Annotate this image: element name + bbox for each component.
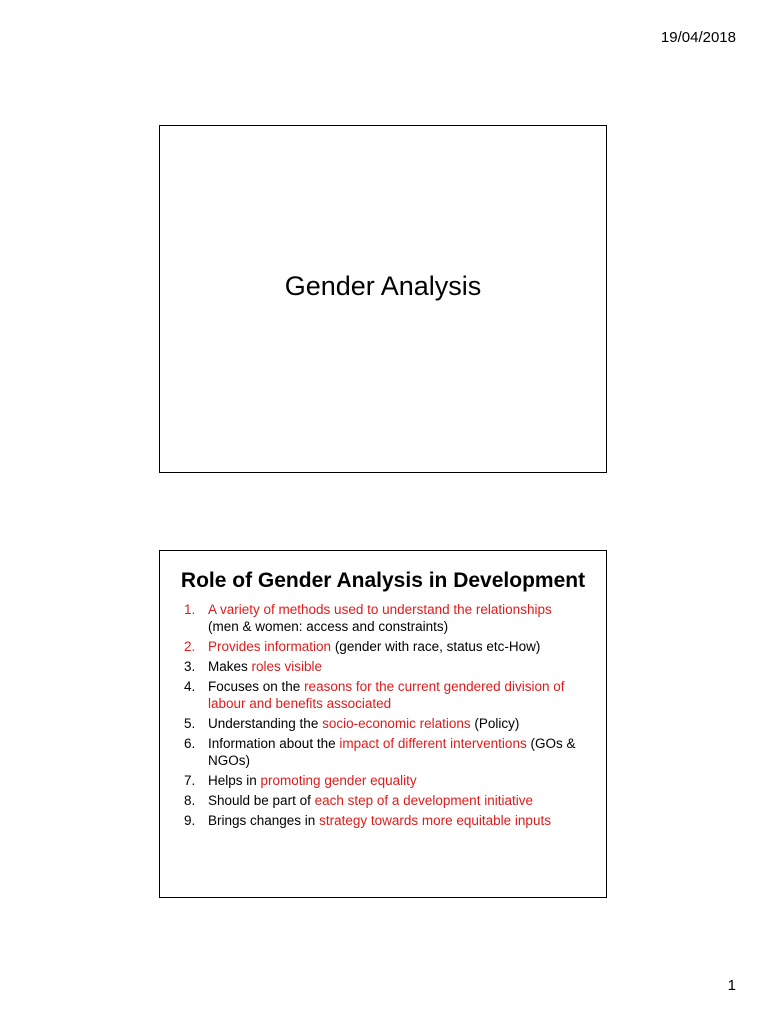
item-number: 5. <box>184 716 196 731</box>
item-number: 4. <box>184 679 196 694</box>
item-number: 8. <box>184 793 196 808</box>
item-number: 7. <box>184 773 196 788</box>
item-number: 2. <box>184 639 196 654</box>
item-number: 9. <box>184 813 196 828</box>
item-text <box>208 658 586 675</box>
slide-title: Role of Gender Analysis in Development <box>180 569 586 592</box>
highlighted-text: promoting gender equality <box>260 773 417 788</box>
slide-1 <box>159 125 607 473</box>
plain-text: (gender with race, status etc-How) <box>331 639 541 654</box>
list-item <box>184 638 586 655</box>
highlighted-text: roles visible <box>251 659 323 674</box>
plain-text: Makes <box>208 659 252 674</box>
plain-text: Information about the <box>208 736 340 751</box>
item-text <box>208 735 586 769</box>
plain-text: (Policy) <box>470 716 520 731</box>
highlighted-text: reasons for the current gendered division of labour and benefits associated <box>208 679 565 711</box>
plain-text: Brings changes in <box>208 813 320 828</box>
highlighted-text: A variety of methods used to understand the relationships <box>208 602 552 617</box>
highlighted-text: strategy towards more equitable inputs <box>319 813 551 828</box>
list-item <box>184 678 586 712</box>
plain-text: Focuses on the <box>208 679 305 694</box>
highlighted-text: each step of a development initiative <box>314 793 533 808</box>
item-text <box>208 812 586 829</box>
highlighted-text: impact of different interventions <box>339 736 527 751</box>
plain-text: Should be part of <box>208 793 315 808</box>
slide-2 <box>159 550 607 898</box>
item-number: 1. <box>184 602 196 617</box>
page-date: 19/04/2018 <box>660 29 736 46</box>
highlighted-text: Provides information <box>208 639 332 654</box>
item-number: 3. <box>184 659 196 674</box>
plain-text: Understanding the <box>208 716 323 731</box>
item-text <box>208 715 586 732</box>
slide-title: Gender Analysis <box>284 271 482 301</box>
plain-text: (GOs & NGOs) <box>208 736 576 768</box>
points-list <box>160 601 606 829</box>
list-item <box>184 715 586 732</box>
list-item <box>184 658 586 675</box>
item-text <box>208 638 586 655</box>
list-item <box>184 792 586 809</box>
plain-text: (men & women: access and constraints) <box>208 619 449 634</box>
item-text <box>208 678 586 712</box>
highlighted-text: socio-economic relations <box>322 716 471 731</box>
item-text <box>208 601 586 635</box>
list-item <box>184 601 586 635</box>
item-text <box>208 772 586 789</box>
item-number: 6. <box>184 736 196 751</box>
page-number: 1 <box>727 977 736 994</box>
item-text <box>208 792 586 809</box>
list-item <box>184 812 586 829</box>
list-item <box>184 735 586 769</box>
list-item <box>184 772 586 789</box>
plain-text: Helps in <box>208 773 261 788</box>
